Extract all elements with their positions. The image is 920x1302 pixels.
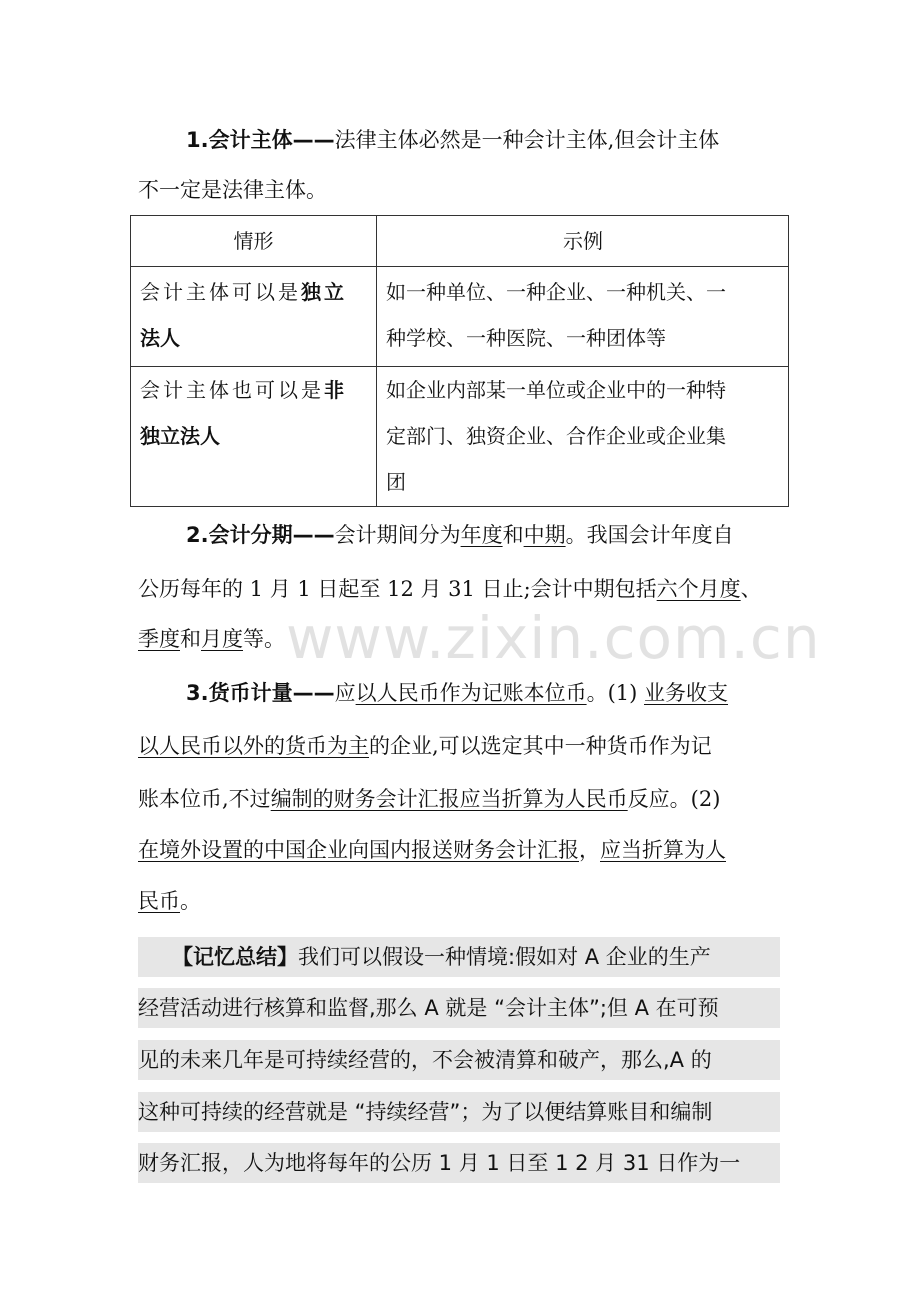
sec2-line-2: 公历每年的 1 月 1 日起至 12 月 31 日止;会计中期包括六个月度、 <box>138 577 762 601</box>
accounting-entity-table <box>130 215 789 507</box>
memory-summary-line-4: 这种可持续的经营就是 “持续经营”；为了以便结算账目和编制 <box>138 1092 780 1132</box>
sec3-line-3: 账本位币,不过编制的财务会计汇报应当折算为人民币反应。(2) <box>138 787 721 811</box>
sec1-line-2: 不一定是法律主体。 <box>138 178 327 202</box>
sec2-line-3: 季度和月度等。 <box>138 627 285 651</box>
sec1-text: 法律主体必然是一种会计主体,但会计主体 <box>334 128 720 152</box>
table-row-1-situation-line-1: 会计主体可以是独立 <box>140 280 347 304</box>
sec3-heading: 3.货币计量—— <box>186 681 335 705</box>
table-row-2-example-line-1: 如企业内部某一单位或企业中的一种特 <box>386 378 726 402</box>
table-header-example: 示例 <box>563 229 603 253</box>
memory-summary-line-2: 经营活动进行核算和监督,那么 A 就是 “会计主体”;但 A 在可预 <box>138 988 780 1028</box>
sec3-line-4: 在境外设置的中国企业向国内报送财务会计汇报，应当折算为人 <box>138 838 726 862</box>
memory-summary-heading: 【记忆总结】 <box>172 945 298 969</box>
sec3-line-5: 民币。 <box>138 889 201 913</box>
table-row-2-example-line-2: 定部门、独资企业、合作企业或企业集 <box>386 424 726 448</box>
table-row-2-situation-line-2: 独立法人 <box>140 424 220 448</box>
sec2-heading: 2.会计分期—— <box>186 523 335 547</box>
sec3-line-1: 3.货币计量——应以人民币作为记账本位币。(1) 业务收支 <box>186 681 729 705</box>
memory-summary-line-1: 【记忆总结】我们可以假设一种情境:假如对 A 企业的生产 <box>138 937 780 977</box>
sec3-line-2: 以人民币以外的货币为主的企业,可以选定其中一种货币作为记 <box>138 734 712 758</box>
sec1-line-1 <box>186 125 719 155</box>
sec1-heading: 1.会计主体—— <box>186 128 335 152</box>
table-row-1-example-line-2: 种学校、一种医院、一种团体等 <box>386 326 666 350</box>
sec2-line-1: 2.会计分期——会计期间分为年度和中期。我国会计年度自 <box>186 523 734 547</box>
memory-summary-line-5: 财务汇报，人为地将每年的公历 1 月 1 日至 1 2 月 31 日作为一 <box>138 1143 780 1183</box>
table-row-1-example-line-1: 如一种单位、一种企业、一种机关、一 <box>386 280 726 304</box>
table-row-2-example-line-3: 团 <box>386 470 406 494</box>
watermark: www.zixin.com.cn <box>286 604 821 672</box>
table-header-situation: 情形 <box>233 229 274 253</box>
table-row-1-situation-line-2: 法人 <box>140 326 180 350</box>
memory-summary-line-3: 见的未来几年是可持续经营的，不会被清算和破产，那么,A 的 <box>138 1040 780 1080</box>
table-row-divider <box>131 266 788 267</box>
table-row-2-situation-line-1: 会计主体也可以是非 <box>140 378 347 402</box>
